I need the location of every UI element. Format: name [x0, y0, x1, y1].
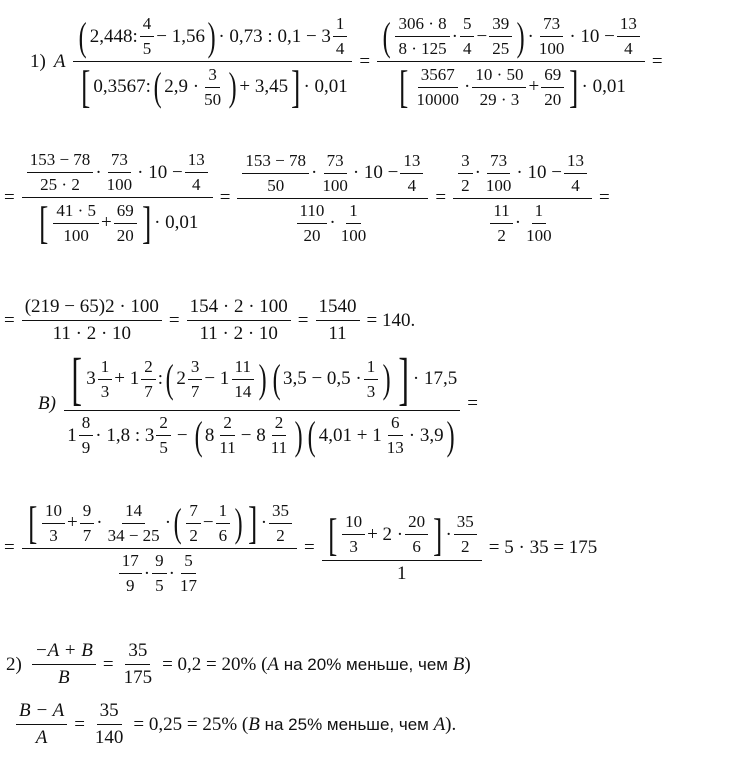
t: 35 — [454, 512, 477, 535]
t: 1 — [67, 424, 77, 446]
equation-part2-line2: $\frac{B - A}{A}$ = $\frac{35}{140}$ = 0,25 = 25% ( B на 25% меньше, чем A ). — [14, 700, 456, 749]
t: 8 · 125 — [398, 39, 447, 58]
t: 13 — [386, 438, 404, 457]
t: 3 — [100, 381, 110, 401]
part2-label: 2) — [6, 653, 22, 675]
t: 11 — [232, 357, 254, 380]
t: 2,448: — [89, 25, 138, 47]
t: · 0,01 — [581, 76, 626, 97]
t: 1 — [346, 201, 361, 224]
t: 1540 — [316, 296, 360, 321]
fraction-a-step2: 153 − 78 25 · 2 · 73 100 · 10 − $\frac{13}{4}$ [ 41 · 5 100 + $\frac{69}{20}$ ] · 0,01 — [22, 150, 213, 246]
t: + — [528, 76, 540, 97]
t: 39 — [489, 14, 512, 37]
t: 20 — [405, 512, 428, 535]
var-b: B) — [38, 393, 56, 414]
t: 5 — [181, 551, 196, 574]
t: 41 · 5 — [53, 201, 99, 224]
t: 100 — [526, 225, 552, 245]
t: 10 — [42, 501, 65, 524]
t: 4,01 + 1 — [318, 424, 382, 446]
t: − 8 — [240, 424, 266, 446]
t: 100 — [322, 175, 348, 195]
t: 2 — [189, 525, 198, 545]
t: · 0,01 — [154, 212, 199, 233]
t: 3 — [366, 381, 376, 401]
t: 2 — [176, 368, 186, 389]
equation-part2-line1: 2) $\frac{-A + B}{B}$ = $\frac{35}{175}$ = 0,2 = 20% ( A на 20% меньше, чем B ) — [6, 640, 471, 688]
t: 1 — [333, 14, 348, 37]
t: 3 — [205, 65, 220, 88]
t: 4 — [407, 175, 417, 195]
fraction-a-big: ( 2,448: 4 5 − 1,56 ) · 0,73 : 0,1 − 3 1 4 [ 0,3567: ( 2,9 · 3 50 ) + 3,45 ] · 0,01 — [73, 14, 352, 110]
t: 140 — [94, 727, 124, 748]
t: 10 — [342, 512, 365, 535]
t: 175 — [123, 667, 153, 688]
t: 154 · 2 · 100 — [187, 296, 291, 321]
t: 2 — [220, 413, 235, 436]
t: 7 — [186, 501, 201, 524]
t: + — [101, 212, 112, 233]
t: 35 — [125, 640, 150, 665]
t: 1 — [397, 562, 407, 584]
t: 2 — [156, 413, 171, 436]
t: B — [58, 667, 70, 688]
t: 13 — [564, 151, 587, 174]
t: 20 — [116, 225, 134, 245]
t: + 3,45 — [239, 76, 289, 97]
t: · 0,73 : 0,1 − 3 — [218, 25, 331, 47]
t: 69 — [114, 201, 137, 224]
t: на 20% меньше, чем — [279, 654, 453, 674]
t: 100 — [63, 225, 89, 245]
t: 17 — [119, 551, 142, 574]
t: A — [433, 713, 446, 735]
t: 4 — [624, 39, 633, 58]
t: 306 · 8 — [395, 14, 449, 37]
t: − — [202, 512, 214, 533]
t: · 1,8 : 3 — [95, 424, 155, 446]
t: 50 — [267, 175, 285, 195]
part1-label: 1) — [30, 51, 46, 72]
t: 20 — [303, 225, 321, 245]
fraction-a-step1: ( 306 · 8 8 · 125 · 5 4 − $\frac{39}{25}$ ) · 73 100 · 10 − $\frac{13}{4}$ [ 3567 10000 · 10 · 50 29 · 3 + $\frac{69}{20}$ ] · 0,01 — [377, 14, 645, 110]
t: · 10 − — [352, 162, 399, 183]
t: 20 — [544, 89, 562, 109]
t: 1 — [364, 357, 379, 380]
t: ). — [445, 713, 457, 735]
fraction-b-step1: [ 10 3 + $\frac{9}{7}$ · 14 34 − 25 · ( 7 2 − $\frac{1}{6}$ ) ] · 35 2 17 9 · 9 5 · 5 17 — [22, 500, 297, 596]
t: 11 — [328, 323, 347, 344]
t: + 2 · — [367, 523, 404, 545]
t: 5 — [460, 14, 475, 37]
t: 10000 — [416, 89, 459, 109]
fraction-a-step3: 153 − 78 50 · 73 100 · 10 − $\frac{13}{4}$ 110 20 · 1 100 — [237, 151, 428, 246]
t: 8 — [204, 424, 215, 446]
t: 1 — [532, 201, 547, 224]
t: 2 — [141, 357, 156, 380]
t: 3 — [188, 357, 203, 380]
t: 4 — [335, 39, 345, 58]
t: = 5 · 35 = 175 — [488, 537, 598, 558]
t: 4 — [140, 14, 155, 37]
t: 1 — [216, 501, 231, 524]
equation-a-line2: = 153 − 78 25 · 2 · 73 100 · 10 − $\frac{13}{4}$ [ 41 · 5 100 + $\frac{69}{20}$ ] · 0,01 = 153 − 78 50 · 73 100 · 10 − $\frac{13}{4}$ 110 20 · 1 100 = 3 2 · 73 100 · 10 − $\frac{13}{4}$ 11 2 · 1 100 = — [4, 150, 610, 248]
t: 11 · 2 · 10 — [52, 323, 132, 344]
t: 25 — [492, 39, 510, 58]
equation-a-line3: = $\frac{(219 - 65)2 \cdot 100}{11 \cdot 2 \cdot 10}$ = $\frac{154 \cdot 2 \cdot 100}{11 \cdot 2 \cdot 10}$ = $\frac{1540}{11}$ = 140. — [4, 296, 416, 344]
t: 3567 — [418, 65, 458, 88]
t: + — [67, 512, 78, 533]
t: 100 — [340, 225, 367, 245]
t: на 25% меньше, чем — [259, 714, 434, 734]
t: 6 — [412, 537, 421, 556]
t: 11 · 2 · 10 — [199, 323, 278, 344]
t: 153 − 78 — [242, 151, 309, 174]
t: · 3,9 — [408, 424, 444, 446]
t: · 10 − — [516, 162, 562, 183]
t: 11 — [219, 438, 236, 457]
t: + 1 — [114, 368, 140, 389]
t: A — [35, 727, 48, 748]
t: 7 — [82, 525, 92, 545]
var-a: A — [53, 51, 66, 72]
t: 3 — [458, 151, 473, 174]
t: A — [267, 653, 280, 675]
t: 29 · 3 — [479, 89, 520, 109]
t: 50 — [204, 89, 222, 109]
t: − 1 — [204, 368, 230, 389]
t: 73 — [540, 14, 563, 37]
t: 100 — [106, 175, 133, 194]
t: · 10 − — [569, 25, 615, 47]
t: 2 — [461, 175, 470, 195]
t: · 0,01 — [303, 76, 348, 97]
t: 4 — [462, 39, 472, 58]
t: 100 — [485, 175, 512, 195]
t: −A + B — [32, 640, 96, 665]
t: 5 — [159, 438, 168, 457]
t: 9 — [126, 576, 135, 595]
t: 13 — [400, 151, 423, 174]
t: 7 — [190, 381, 200, 401]
t: − — [176, 424, 188, 446]
t: 2 — [276, 525, 285, 545]
t: 2 — [272, 413, 287, 436]
t: · 17,5 — [412, 368, 458, 389]
t: 7 — [144, 381, 153, 401]
t: 34 − 25 — [107, 525, 160, 545]
t: : — [157, 368, 164, 389]
t: 2 — [497, 225, 506, 245]
t: 0,3567: — [93, 76, 151, 97]
t: ) — [464, 653, 471, 675]
t: B — [248, 713, 260, 735]
t: 11 — [490, 201, 512, 224]
t: 4 — [571, 175, 580, 195]
t: (219 − 65)2 · 100 — [22, 296, 162, 321]
t: 6 — [388, 413, 403, 436]
equation-b-line1: B) [ 3 1 3 + 1 2 7 : ( 2 3 7 − 1 11 14 ) ( 3,5 − 0,5 · 1 3 ) ] · 17,5 1 8 9 · 1,8 : 3 2 5 − ( 8 2 11 − 8 2 11 ) ( 4,01 + 1 6 13 · 3,9 ) = — [38, 346, 478, 458]
t: B — [452, 653, 465, 675]
t: 3 — [49, 525, 58, 545]
t: 69 — [541, 65, 564, 88]
t: 1 — [98, 357, 113, 380]
t: = 0,25 = 25% ( — [133, 713, 249, 735]
t: = 0,2 = 20% ( — [162, 653, 268, 675]
t: 2,9 · — [164, 76, 200, 97]
t: 9 — [152, 551, 167, 574]
t: − 1,56 — [156, 25, 206, 47]
t: 35 — [97, 700, 122, 725]
t: 9 — [80, 501, 95, 524]
t: 73 — [108, 150, 131, 173]
t: 3 — [86, 368, 96, 389]
t: 14 — [234, 381, 252, 401]
t: 6 — [218, 525, 228, 545]
t: 25 · 2 — [40, 175, 80, 194]
t: 110 — [297, 201, 328, 224]
t: 100 — [538, 39, 565, 58]
t: − — [476, 25, 488, 47]
t: = 140. — [366, 309, 416, 331]
t: 10 · 50 — [472, 65, 526, 88]
t: 13 — [185, 150, 208, 173]
t: 13 — [617, 14, 640, 37]
t: 5 — [155, 576, 164, 595]
t: 5 — [142, 39, 152, 58]
t: 4 — [191, 175, 201, 194]
fraction-b-big: [ 3 1 3 + 1 2 7 : ( 2 3 7 − 1 11 14 ) ( 3,5 − 0,5 · 1 3 ) ] · 17,5 1 8 9 · 1,8 : 3 2 5 − ( 8 2 11 − 8 2 11 ) ( 4,01 + 1 6 13 · 3,9 ) — [64, 350, 460, 458]
t: 11 — [270, 438, 288, 457]
t: 153 − 78 — [27, 150, 94, 173]
t: 17 — [179, 576, 197, 595]
t: 3 — [349, 537, 358, 556]
t: 3,5 − 0,5 · — [282, 368, 362, 389]
t: 73 — [324, 151, 347, 174]
equation-a-line1: 1) A ( 2,448: 4 5 − 1,56 ) · 0,73 : 0,1 − 3 1 4 [ 0,3567: ( 2,9 · 3 50 ) + 3,45 ] · 0,01 = ( 306 · 8 8 · 125 · 5 4 − $\frac{39}{25}$ ) · 73 100 · 10 − $\frac{13}{4}$ [ 3567 10000 · 10 · 50 29 · 3 + $\frac{69}{20}$ ] · 0,01 = — [30, 13, 663, 112]
t: B − A — [16, 700, 67, 725]
fraction-b-step2: [ 10 3 + 2 · 20 6 ] · 35 2 1 — [322, 512, 482, 585]
t: · 10 − — [137, 161, 183, 183]
t: 8 — [79, 413, 94, 436]
t: 9 — [81, 438, 91, 457]
t: 73 — [487, 151, 510, 174]
t: 2 — [461, 537, 470, 556]
t: 14 — [122, 501, 145, 524]
fraction-a-step4: 3 2 · 73 100 · 10 − $\frac{13}{4}$ 11 2 · 1 100 — [453, 151, 592, 246]
equation-b-line2: = [ 10 3 + $\frac{9}{7}$ · 14 34 − 25 · ( 7 2 − $\frac{1}{6}$ ) ] · 35 2 17 9 · 9 5 · 5 17 = [ 10 3 + 2 · 20 6 ] · 35 2 1 = 5 · 35 = 175 — [4, 497, 598, 595]
t: 35 — [269, 501, 292, 524]
